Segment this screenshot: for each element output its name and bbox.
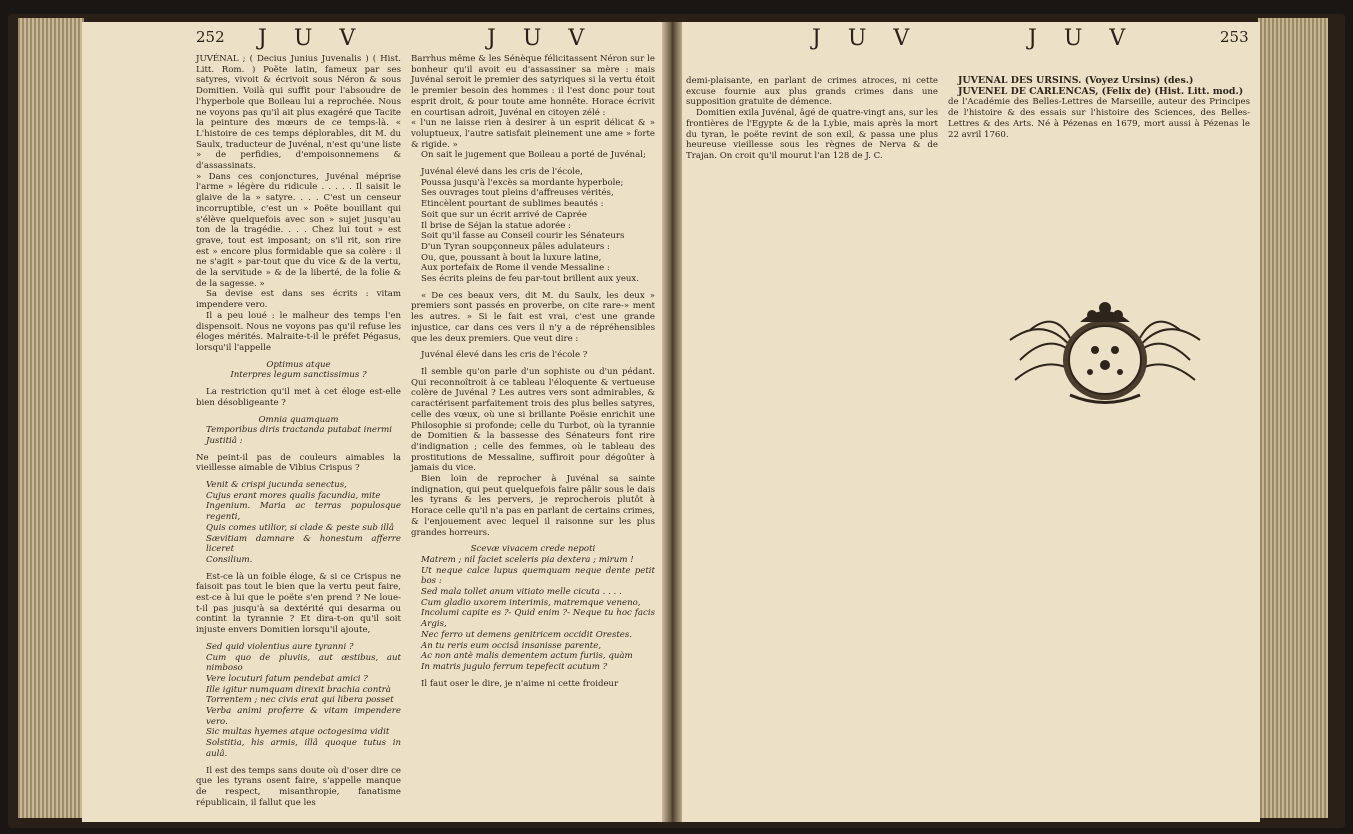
verse: Etincèlent pourtant de sublimes beautés : <box>421 199 604 210</box>
verse: Venit & crispi jucunda senectus, <box>206 480 347 491</box>
verse: Solstitia, his armis, illâ quoque tutus in aulâ. <box>206 738 401 759</box>
verse: Soit que sur un écrit arrivé de Caprée <box>421 209 587 220</box>
paragraph: La restriction qu'il met à cet éloge est-elle bien désobligeante ? <box>196 387 401 408</box>
paragraph: « l'un ne laisse rien à desirer à un esprit délicat & » voluptueux, l'autre satisfait pleinement une ame » forte & rigide. » <box>411 118 655 150</box>
right-running-head-1: J U V <box>812 26 920 51</box>
verse: Temporibus diris tractanda putabat inermi <box>206 425 393 436</box>
verse: Vere locuturi fatum pendebat amici ? <box>206 673 368 684</box>
verse: Incolumi capite es ?- Quid enim ?- Neque tu hoc facis Argis, <box>421 608 655 630</box>
paragraph: On sait le jugement que Boileau a porté de Juvénal; <box>421 150 646 161</box>
verse: D'un Tyran soupçonneux pâles adulateurs : <box>421 241 610 252</box>
verse: Sed mala tollet anum vitiato melle cicuta . . . . <box>421 587 622 598</box>
verse: Matrem ; nil faciet sceleris pia dextera ; mirum ! <box>421 554 634 565</box>
right-column-2 <box>948 76 1250 140</box>
verse: An tu reris eum occisâ insanisse parente, <box>421 640 602 651</box>
left-running-head-1: J U V <box>258 26 366 51</box>
paragraph: de l'Académie des Belles-Lettres de Marseille, auteur des Principes de l'histoire & des essais sur l'histoire des Sciences, des Belles-Lettres & des Arts. Né à Pézenas en 1679, mort aussi à Pézenas le 22 avril 1760. <box>948 97 1250 140</box>
verse: Soit qu'il fasse au Conseil courir les Sénateurs <box>421 231 625 242</box>
right-column-1 <box>686 76 938 162</box>
verse: Justitiâ : <box>206 435 243 446</box>
left-column-1 <box>196 54 401 808</box>
page-edges-right <box>1258 18 1328 818</box>
right-page-col2-bg <box>942 22 1260 822</box>
left-folio: 252 <box>196 28 225 46</box>
paragraph: JUVÉNAL ; ( Decius Junius Juvenalis ) ( Hist. Litt. Rom. ) Poëte latin, fameux par ses satyres, vivoit & écrivoit sous Néron & sous Domitien. Voilà qui suffit pour l'absoudre de l'hyperbole que Boileau lui a reprochée. Nous ne voyons pas qu'il ait plus exagéré que Tacite la peinture des mœurs de ce temps-là. « L'histoire de ces temps déplorables, dit M. du Saulx, traducteur de Juvénal, n'est qu'une liste » de perfidies, d'empoisonnemens & d'assassinats. <box>196 54 401 172</box>
paragraph: Il est des temps sans doute où d'oser dire ce que les tyrans osent faire, s'appelle manque de respect, misanthropie, fanatisme républicain, il fallut que les <box>196 765 401 808</box>
right-folio: 253 <box>1220 28 1249 46</box>
verse: Sed quid violentius aure tyranni ? <box>206 641 354 652</box>
verse: Aux portefaix de Rome il vende Messaline : <box>421 263 610 274</box>
verse: Interpres legum sanctissimus ? <box>230 370 367 381</box>
verse: Optimus atque <box>266 359 331 370</box>
entry-head: JUVENAL DES URSINS. (Voyez Ursins) (des.) <box>958 75 1194 86</box>
book-gutter <box>662 22 682 822</box>
paragraph: demi-plaisante, en parlant de crimes atroces, ni cette excuse fournie aux plus grands crimes dans une supposition gratuite de démence. <box>686 76 938 108</box>
verse: Ses ouvrages tout pleins d'affreuses vérités, <box>421 188 614 199</box>
verse: Nec ferro ut demens genitricem occidit Orestes. <box>421 629 633 640</box>
verse: Quis comes utilior, si clade & peste sub illâ <box>206 522 394 533</box>
verse: Ingenium. Maria ac terras populosque regenti, <box>206 501 401 523</box>
verse: Ou, que, poussant à bout la luxure latine, <box>421 252 602 263</box>
verse: Juvénal élevé dans les cris de l'école ? <box>421 350 588 361</box>
left-running-head-2: J U V <box>487 26 595 51</box>
verse: Cum quo de pluviis, aut æstibus, aut nimboso <box>206 652 401 674</box>
paragraph: Bien loin de reprocher à Juvénal sa sainte indignation, qui peut quelquefois faire pâlir sous le dais les tyrans & les pervers, je reprocherois plutôt à Horace celle qu'il n'a pas en parlant de certains crimes, & l'enjouement avec lequel il raisonne sur les plus grandes horreurs. <box>411 474 655 538</box>
entry-head: JUVENEL DE CARLENCAS, (Felix de) (Hist. Litt. mod.) <box>958 85 1244 97</box>
verse: Sævitiam damnare & honestum afferre liceret <box>206 533 401 555</box>
paragraph: » Dans ces conjonctures, Juvénal méprise l'arme » légère du ridicule . . . . . Il saisit le glaive de la » satyre. . . . C'est un censeur incorruptible, c'est un » Poëte bouillant qui s'élève quelquefois avec son » sujet jusqu'au ton de la tragédie. . . . Chez lui tout » est grave, tout est imposant; on s'il rit, son rire est » encore plus formidable que sa colère : il ne s'agit » par-tout que du vice & de la vertu, de la servitude » & de la liberté, de la folie & de la sagesse. » <box>196 171 401 289</box>
paragraph: Ne peint-il pas de couleurs aimables la vieillesse aimable de Vibius Crispus ? <box>196 452 401 474</box>
vignette-ornament-icon <box>1000 270 1210 420</box>
verse: Consilium. <box>206 554 253 565</box>
paragraph: Est-ce là un foible éloge, & si ce Crispus ne faisoit pas tout le bien que la vertu peut faire, est-ce à lui que le poëte s'en prend ? Ne loue-t-il pas jusqu'à sa dextérité qui desarma ou contint la tyrannie ? Et dira-t-on qu'il soit injuste envers Domitien lorsqu'il ajoute, <box>196 571 401 636</box>
verse: Ille igitur numquam direxit brachia contrà <box>206 684 391 695</box>
right-running-head-2: J U V <box>1028 26 1136 51</box>
paragraph: Il faut oser le dire, je n'aime ni cette froideur <box>421 678 619 689</box>
verse: Cum gladio uxorem interimis, matremque veneno, <box>421 597 641 608</box>
paragraph: Il semble qu'on parle d'un sophiste ou d'un pédant. Qui reconnoîtroit à ce tableau l'éloquente & vertueuse colère de Juvénal ? Les autres vers sont admirables, & caractérisent parfaitement trois des plus belles satyres, celle des vœux, où une si brillante Poësie enrichit une Philosophie si profonde; celle du Turbot, où la tyrannie de Domitien & la bassesse des Sénateurs font rire d'indignation ; celle des femmes, où le tableau des prostitutions de Messaline, suffiroit pour dégoûter à jamais du vice. <box>411 366 655 474</box>
paragraph: Barrhus même & les Sénèque félicitassent Néron sur le bonheur qu'il avoit eu d'assassiner sa mère : mais Juvénal seroit le premier des satyriques si la vertu étoit le premier besoin des hommes : il l'est donc pour tout esprit droit, & pour toute ame honnête. Horace écrivit en courtisan adroit, Juvénal en citoyen zélé : <box>411 54 655 118</box>
paragraph: Sa devise est dans ses écrits : vitam impendere vero. <box>196 289 401 311</box>
verse: Il brise de Séjan la statue adorée : <box>421 220 571 231</box>
paragraph: Domitien exila Juvénal, âgé de quatre-vingt ans, sur les frontières de l'Egypte & de la Lybie, mais après la mort du tyran, le poëte revint de son exil, & passa une plus heureuse vieillesse sous les règnes de Nerva & de Trajan. On croit qu'il mourut l'an 128 de J. C. <box>686 108 938 161</box>
verse: Juvénal élevé dans les cris de l'école, <box>421 167 583 178</box>
verse: Omnia quamquam <box>258 414 339 425</box>
verse: Cujus erant mores qualis facundia, mite <box>206 490 381 501</box>
verse: Torrentem ; nec civis erat qui libera posset <box>206 695 394 706</box>
verse: Scevæ vivacem crede nepoti <box>470 544 596 555</box>
left-column-2 <box>411 54 655 689</box>
verse: In matris jugulo ferrum tepefecit acutum ? <box>421 661 608 672</box>
paragraph: « De ces beaux vers, dit M. du Saulx, les deux » premiers sont passés en proverbe, on cite rare-» ment les autres. » Si le fait est vrai, c'est une grande injustice, car dans ces vers il n'y a de répréhensibles que les deux premiers. Que veut dire : <box>411 290 655 344</box>
verse: Sic multas hyemes atque octogesima vidit <box>206 727 390 738</box>
verse: Ac non antè malis dementem actum furiis, quàm <box>421 651 633 662</box>
verse: Poussa jusqu'à l'excès sa mordante hyperbole; <box>421 177 624 188</box>
page-edges-left <box>18 18 84 818</box>
paragraph: Il a peu loué : le malheur des temps l'en dispensoit. Nous ne voyons pas qu'il refuse les éloges mérités. Malraite-t-il le préfet Pégasus, lorsqu'il l'appelle <box>196 310 401 353</box>
verse: Ses écrits pleins de feu par-tout brillent aux yeux. <box>421 274 640 285</box>
verse: Verba animi proferre & vitam impendere vero. <box>206 706 401 727</box>
verse: Ut neque calce lupus quemquam neque dente petit bos : <box>421 565 655 587</box>
